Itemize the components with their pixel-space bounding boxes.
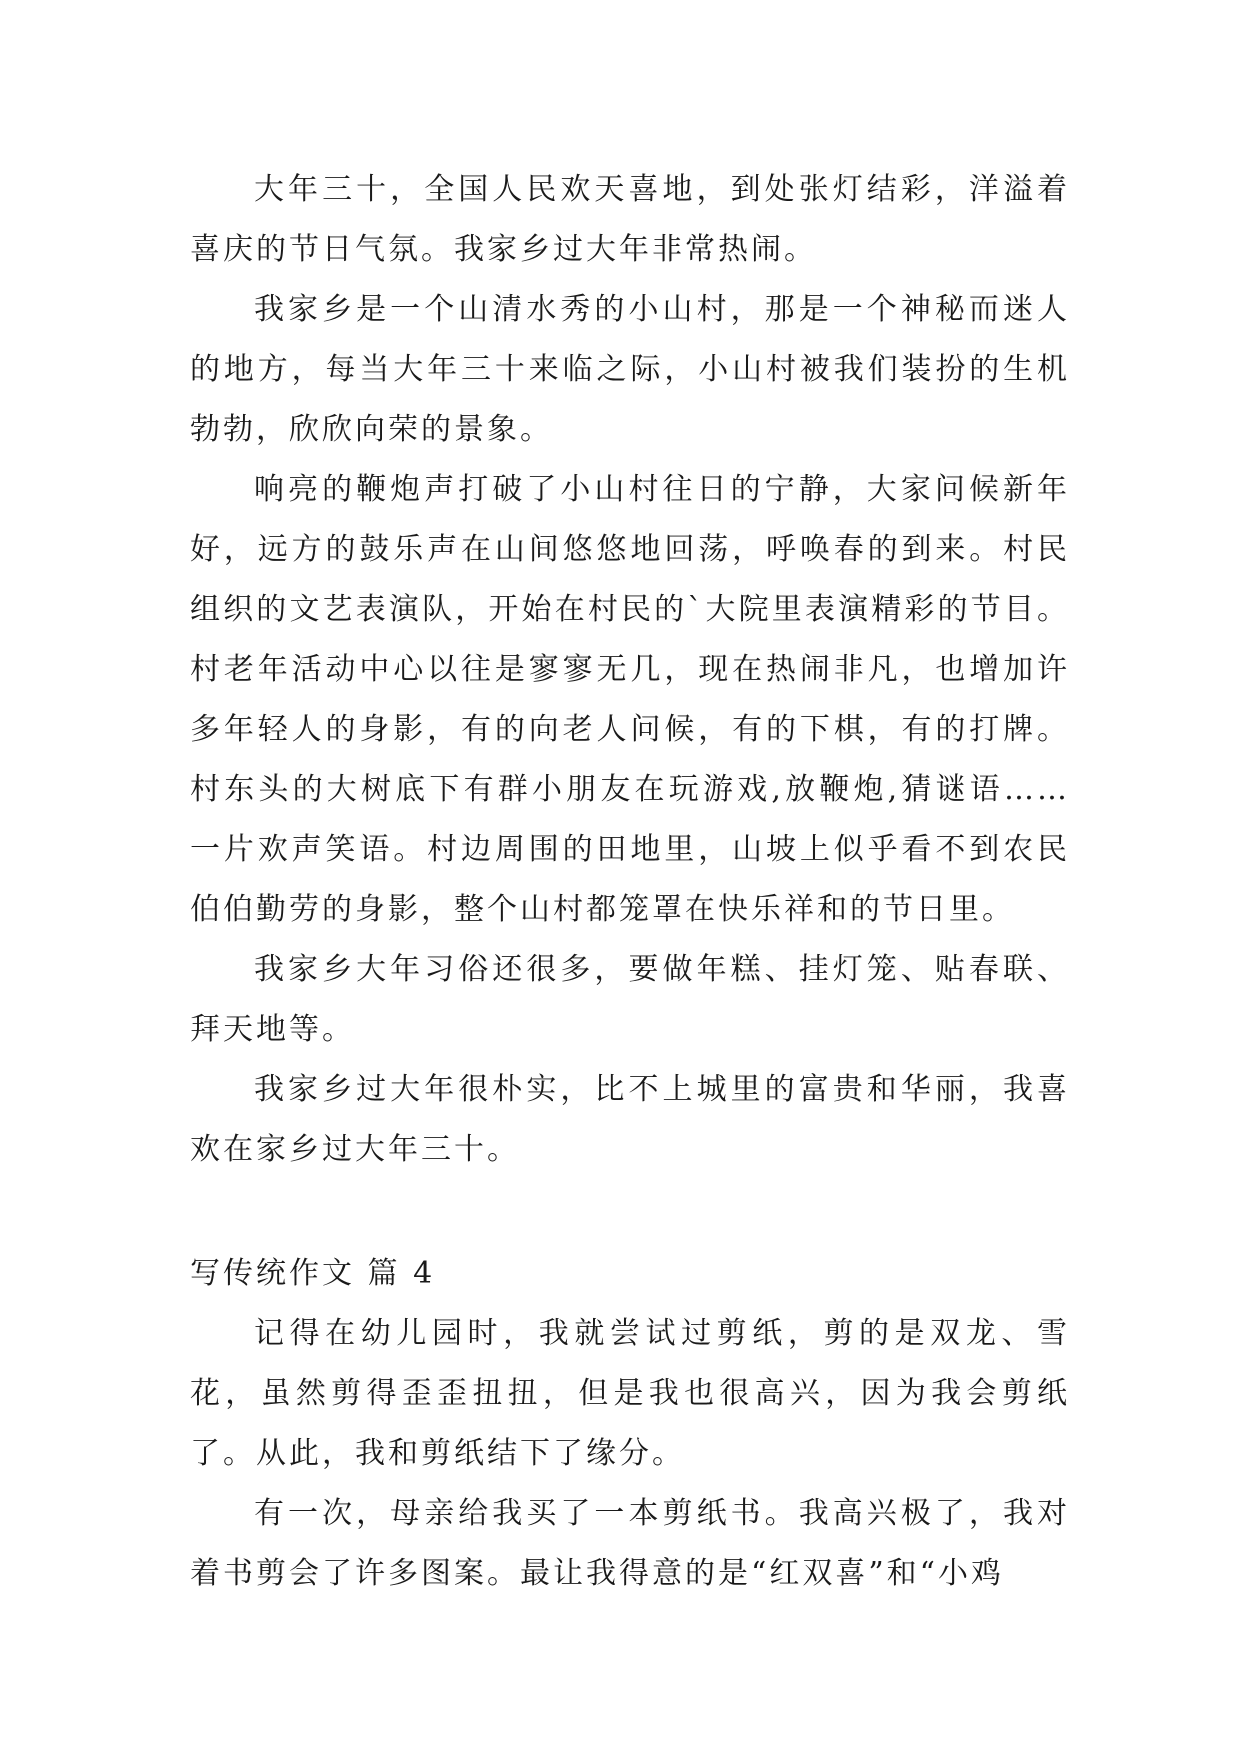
paragraph: 大年三十，全国人民欢天喜地，到处张灯结彩，洋溢着喜庆的节日气氛。我家乡过大年非常热闹。 bbox=[190, 172, 1070, 267]
paragraph: 我家乡是一个山清水秀的小山村，那是一个神秘而迷人的地方，每当大年三十来临之际，小山村被我们装扮的生机勃勃，欣欣向荣的景象。 bbox=[190, 292, 1070, 447]
section-heading: 写传统作文 篇 4 bbox=[190, 1256, 436, 1291]
paragraph: 我家乡过大年很朴实，比不上城里的富贵和华丽，我喜欢在家乡过大年三十。 bbox=[190, 1072, 1070, 1167]
paragraph: 响亮的鞭炮声打破了小山村往日的宁静，大家问候新年好，远方的鼓乐声在山间悠悠地回荡，呼唤春的到来。村民组织的文艺表演队，开始在村民的`大院里表演精彩的节目。村老年活动中心以往是寥寥无几，现在热闹非凡，也增加许多年轻人的身影，有的向老人问候，有的下棋，有的打牌。村东头的大树底下有群小朋友在玩游戏,放鞭炮,猜谜语……一片欢声笑语。村边周围的田地里，山坡上似乎看不到农民伯伯勤劳的身影，整个山村都笼罩在快乐祥和的节日里。 bbox=[190, 472, 1070, 927]
document-body bbox=[190, 160, 1070, 1604]
paragraph: 记得在幼儿园时，我就尝试过剪纸，剪的是双龙、雪花，虽然剪得歪歪扭扭，但是我也很高兴，因为我会剪纸了。从此，我和剪纸结下了缘分。 bbox=[190, 1316, 1070, 1471]
paragraph: 有一次，母亲给我买了一本剪纸书。我高兴极了，我对着书剪会了许多图案。最让我得意的是“红双喜”和“小鸡 bbox=[190, 1496, 1070, 1591]
paragraph: 我家乡大年习俗还很多，要做年糕、挂灯笼、贴春联、拜天地等。 bbox=[190, 952, 1070, 1047]
